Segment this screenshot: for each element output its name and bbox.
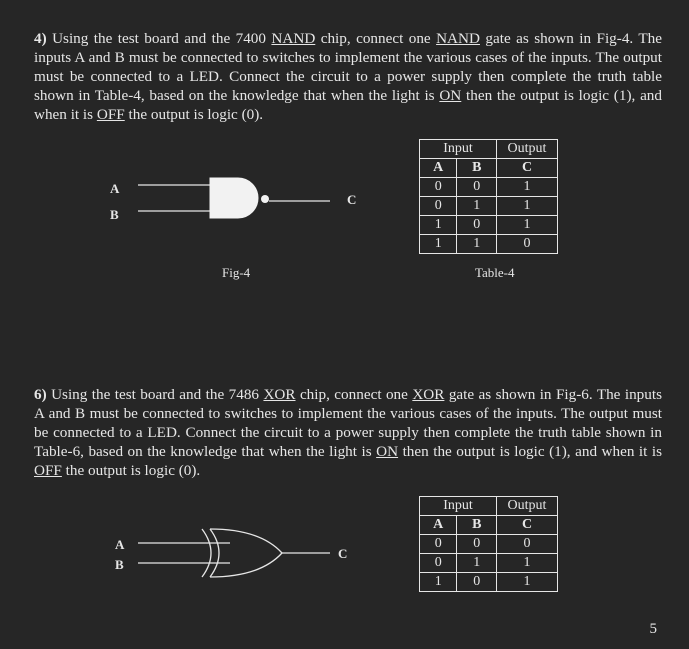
table-row (420, 216, 558, 235)
table4-cell: 0 (457, 216, 497, 235)
nand-inversion-bubble (261, 195, 269, 203)
table-row (420, 573, 558, 592)
table-row (420, 535, 558, 554)
table-row (420, 178, 558, 197)
fig6-input-a-label: A (115, 537, 125, 552)
table4-cell: 1 (420, 216, 457, 235)
table4-input-header: Input (420, 140, 497, 159)
table4-cell: 0 (497, 235, 558, 254)
table6-col-a: A (420, 516, 457, 535)
table6-col-c: C (497, 516, 558, 535)
table6-cell: 1 (497, 554, 558, 573)
xor-top-curve (210, 529, 282, 553)
fig4-input-a-label: A (110, 181, 120, 196)
table4-col-b: B (457, 159, 497, 178)
off-term: OFF (34, 462, 62, 479)
fig6-output-c-label: C (338, 546, 348, 561)
fig4-output-c-label: C (347, 192, 357, 207)
nand-gate-body (210, 178, 258, 218)
table6-cell: 0 (457, 535, 497, 554)
table4-output-header: Output (497, 140, 558, 159)
table4-cell: 0 (420, 197, 457, 216)
table4-col-a: A (420, 159, 457, 178)
question-4-number: 4) (34, 30, 47, 47)
nand-chip-term: NAND (271, 30, 316, 47)
nand-gate-diagram (130, 170, 340, 230)
on-term: ON (439, 87, 462, 104)
table4-caption: Table-4 (475, 265, 515, 280)
table4-cell: 1 (420, 235, 457, 254)
table6-cell: 1 (420, 573, 457, 592)
truth-table-4 (419, 139, 558, 254)
off-term: OFF (96, 106, 125, 123)
table6-output-header: Output (497, 497, 558, 516)
xor-gate-diagram (130, 525, 340, 585)
table4-cell: 1 (497, 178, 558, 197)
xor-bottom-curve (210, 553, 282, 577)
table6-col-b: B (457, 516, 497, 535)
xor-chip-term: XOR (263, 386, 296, 403)
table4-cell: 1 (457, 197, 497, 216)
fig4-caption: Fig-4 (222, 265, 251, 280)
table6-cell: 0 (420, 554, 457, 573)
table-row (420, 197, 558, 216)
table-row (420, 554, 558, 573)
fig4-input-b-label: B (110, 207, 119, 222)
on-term: ON (376, 443, 399, 460)
table4-col-c: C (497, 159, 558, 178)
table6-cell: 0 (420, 535, 457, 554)
table6-cell: 1 (457, 554, 497, 573)
table6-cell: 0 (457, 573, 497, 592)
table6-cell: 1 (497, 573, 558, 592)
table6-cell: 0 (497, 535, 558, 554)
question-6-number: 6) (34, 386, 47, 403)
question-6-text: 6) Using the test board and the 7486 XOR chip, connect one XOR gate as shown in Fig-6. The inputs A and B must be connected to switches to implement the various cases of the inputs. The output must be connected to a LED. Connect the circuit to a power supply then complete the truth table shown in Table-6, based on the knowledge that when the light is ON then the output is logic (1), and when it is OFF the output is logic (0). (34, 386, 662, 479)
fig6-input-b-label: B (115, 557, 124, 572)
table-row (420, 235, 558, 254)
xor-extra-curve (202, 529, 211, 577)
xor-gate-term: XOR (412, 386, 445, 403)
question-4-text: 4) Using the test board and the 7400 NAND chip, connect one NAND gate as shown in Fig-4. The inputs A and B must be connected to switches to implement the various cases of the inputs. The output must be connected to a LED. Connect the circuit to a power supply then complete the truth table shown in Table-4, based on the knowledge that when the light is ON then the output is logic (1), and when it is OFF the output is logic (0). (34, 30, 662, 123)
page-number: 5 (649, 621, 657, 637)
table4-cell: 1 (457, 235, 497, 254)
table4-cell: 1 (497, 216, 558, 235)
table4-cell: 0 (457, 178, 497, 197)
nand-gate-term: NAND (436, 30, 480, 47)
table4-cell: 1 (497, 197, 558, 216)
table6-input-header: Input (420, 497, 497, 516)
table4-cell: 0 (420, 178, 457, 197)
truth-table-6 (419, 496, 558, 592)
